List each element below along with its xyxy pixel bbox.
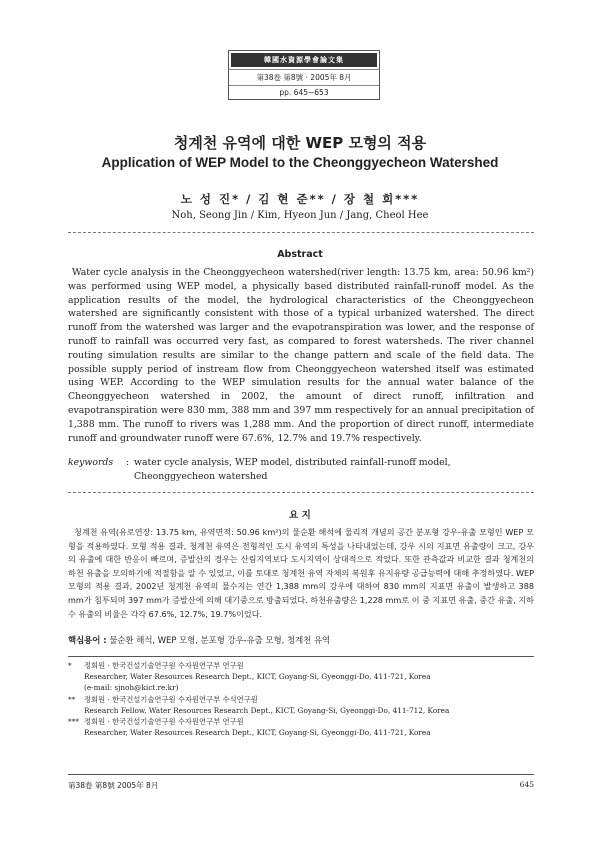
title-english: Application of WEP Model to the Cheonggyecheon Watershed [101, 155, 499, 170]
divider [68, 492, 534, 493]
footnote-mark: * [68, 661, 72, 670]
korean-keywords-label: 핵심용어 : [68, 635, 107, 645]
footnote-english: Researcher, Water Resources Research Dept., KICT, Goyang-Si, Gyeonggi-Do, 411-721, Korea [84, 728, 431, 738]
footnote-english: Research Fellow, Water Resources Research Dept., KICT, Goyang-Si, Gyeonggi-Do, 411-712, Korea [84, 705, 450, 715]
korean-keywords [68, 634, 534, 646]
footnote-mark: *** [68, 717, 79, 727]
footnote-1 [68, 660, 538, 694]
footnote-2 [68, 694, 538, 716]
authors-english: Noh, Seong Jin / Kim, Hyeon Jun / Jang, Cheol Hee [171, 210, 429, 221]
keywords-label: keywords [68, 457, 114, 468]
journal-name: 韓國水資源學會論文集 [231, 53, 377, 67]
footnote-mark: ** [68, 694, 76, 704]
keywords-text: water cycle analysis, WEP model, distributed rainfall-runoff model, Cheonggyecheon watershed [134, 457, 451, 482]
divider [68, 232, 534, 233]
abstract-body [68, 266, 534, 445]
footnote-korean: 정회원 · 한국건설기술연구원 수자원연구부 연구원 [84, 717, 244, 727]
footnote-rule [68, 656, 534, 657]
authors-korean: 노 성 진* / 김 현 준** / 장 철 희*** [180, 192, 420, 206]
korean-abstract-body [68, 526, 534, 621]
abstract-text: Water cycle analysis in the Cheonggyecheon watershed(river length: 13.75 km, area: 50.96 km²) was performed using WEP model, a physically based distributed rainfall-runoff model. As the application results of the model, the hydrological characteristics of the Cheonggyecheon watershed are significantly consistent with those of a typical urbanized watershed. The direct runoff from the watershed was larger and the evapotranspiration was lower, and the response of runoff to rainfall was occurred very fast, as compared to forest watersheds. The river channel routing simulation results are similar to the change pattern and scale of the field data. The possible supply period of instream flow from Cheonggyecheon watershed itself was estimated using WEP. According to the WEP simulation results for the annual water balance of the Cheonggyecheon watershed in 2002, the amount of direct runoff, infiltration and evapotranspiration were 830 mm, 388 mm and 397 mm respectively for an annual precipitation of 1,388 mm. The runoff to rivers was 1,288 mm. And the proportion of direct runoff, intermediate runoff and groundwater runoff were 67.6%, 12.7% and 19.7% respectively. [68, 267, 534, 444]
korean-abstract-heading: 요 지 [289, 510, 311, 521]
keywords-block [68, 456, 534, 484]
footnote-email: (e-mail: sjnoh@kict.re.kr) [84, 683, 179, 693]
abstract-heading: Abstract [277, 249, 323, 260]
page-range: pp. 645∼653 [229, 85, 379, 99]
volume-issue: 第38卷 第8號 · 2005年 8月 [229, 69, 379, 85]
footnote-english: Researcher, Water Resources Research Dept., KICT, Goyang-Si, Gyeonggi-Do, 411-721, Korea [84, 672, 431, 682]
title-korean: 청계천 유역에 대한 WEP 모형의 적용 [173, 134, 427, 152]
footer-rule [68, 774, 534, 775]
page-number: 645 [519, 780, 534, 789]
journal-header-box [228, 50, 380, 100]
footnote-korean: 정회원 · 한국건설기술연구원 수자원연구부 수석연구원 [84, 694, 258, 704]
footer-issue: 第38卷 第8號 2005年 8月 [68, 781, 159, 790]
keywords-separator: : [126, 457, 130, 468]
korean-abstract-text: 청계천 유역(유로연장: 13.75 km, 유역면적: 50.96 km²)의 물순환 해석에 물리적 개념의 공간 분포형 강우-유출 모형인 WEP 모형을 적용하였다. 모형 적용 결과, 청계천 유역은 전형적인 도시 유역의 특성을 나타내었는데, 강우 시의 지표면 유출량이 크고, 강우의 유출에 대한 반응이 빠르며, 증발산의 경우는 산림지역보다 도시지역이 상대적으로 적었다. 또한 관측값과 비교한 결과 청계천의 하천 유출을 모의하기에 적절함을 알 수 있었고, 이를 토대로 청계천 유역 자체의 복원후 유지유량 공급능력에 대해 추정하였다. WEP 모형의 적용 결과, 2002년 청계천 유역의 물수지는 연간 1,388 mm의 강우에 대하여 830 mm의 지표면 유출이 발생하고 388 mm가 침투되며 397 mm가 증발산에 의해 대기중으로 방출되었다. 하천유출량은 1,228 mm로 이 중 지표면 유출, 중간 유출, 지하수 유출의 비율은 각각 67.6%, 12.7%, 19.7%이었다. [68, 527, 534, 619]
korean-keywords-text: 물순환 해석, WEP 모형, 분포형 강우-유출 모형, 청계천 유역 [109, 635, 331, 645]
footnote-korean: 정회원 · 한국건설기술연구원 수자원연구부 연구원 [84, 661, 244, 670]
footnotes [68, 660, 538, 738]
footnote-3 [68, 716, 538, 738]
